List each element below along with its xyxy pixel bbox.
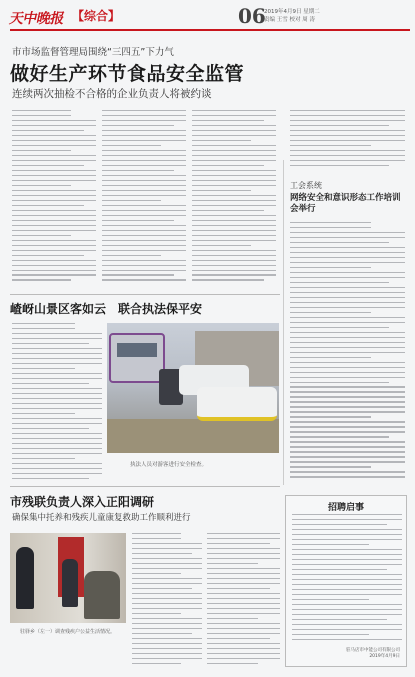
column-rule	[283, 160, 284, 485]
story3-photo	[10, 533, 126, 623]
side-story-kicker: 工会系统	[290, 181, 322, 190]
story2-photo	[107, 323, 279, 453]
date-line-editors: 责编 王雪 校对 周 涛	[264, 17, 315, 23]
lead-body-column-1	[12, 110, 96, 290]
lead-body-column-3	[192, 110, 276, 290]
section-tag: 【综合】	[72, 9, 121, 23]
lead-body-column-2	[102, 110, 186, 290]
lead-body-column-4	[290, 110, 405, 172]
lead-title: 做好生产环节食品安全监管	[10, 63, 245, 85]
date-line-date: 2019年4月9日 星期二	[264, 9, 320, 15]
story2-title: 嵖岈山景区客如云 联合执法保平安	[10, 302, 203, 316]
story3-body-column-1	[132, 533, 202, 668]
side-story-body	[290, 222, 405, 484]
date-line	[264, 8, 374, 24]
person-shape	[16, 547, 34, 609]
recruitment-title: 招聘启事	[327, 503, 364, 513]
lead-subtitle: 连续两次抽检不合格的企业负责人将被约谈	[12, 88, 212, 100]
story3-photo-caption: 驻驿乡（左一）调查残疾户公益生活情况。	[20, 629, 116, 635]
story2-photo-caption: 执法人员对游客进行安全检查。	[130, 462, 208, 468]
recruitment-date: 2019年4月9日	[369, 654, 400, 659]
masthead-rule	[10, 29, 410, 31]
recruitment-body	[292, 514, 402, 644]
police-car-shape	[197, 387, 277, 421]
lead-kicker: 市市场监督管理局围绕“三四五”下力气	[12, 47, 174, 58]
story3-title: 市残联负责人深入正阳调研	[10, 495, 155, 509]
recruitment-footer	[346, 648, 400, 660]
story3-body-column-2	[207, 533, 280, 668]
bus-shape	[109, 333, 165, 383]
section-divider	[10, 486, 280, 487]
newspaper-logo: 天中晚报	[8, 11, 66, 27]
story3-subtitle: 确保集中托养和残疾儿童康复救助工作顺利进行	[12, 513, 191, 523]
person-shape	[84, 571, 120, 619]
ground-shape	[107, 419, 279, 453]
side-story-title: 网络安全和意识形态工作培训会举行	[290, 193, 401, 214]
recruitment-org: 驻马店市中能公司有限公司	[346, 648, 400, 653]
story2-body-column	[12, 323, 102, 483]
recruitment-notice-box	[285, 495, 407, 667]
page-number: 06	[238, 4, 266, 28]
masthead	[10, 6, 410, 36]
section-divider	[10, 294, 280, 295]
person-shape	[62, 559, 78, 607]
